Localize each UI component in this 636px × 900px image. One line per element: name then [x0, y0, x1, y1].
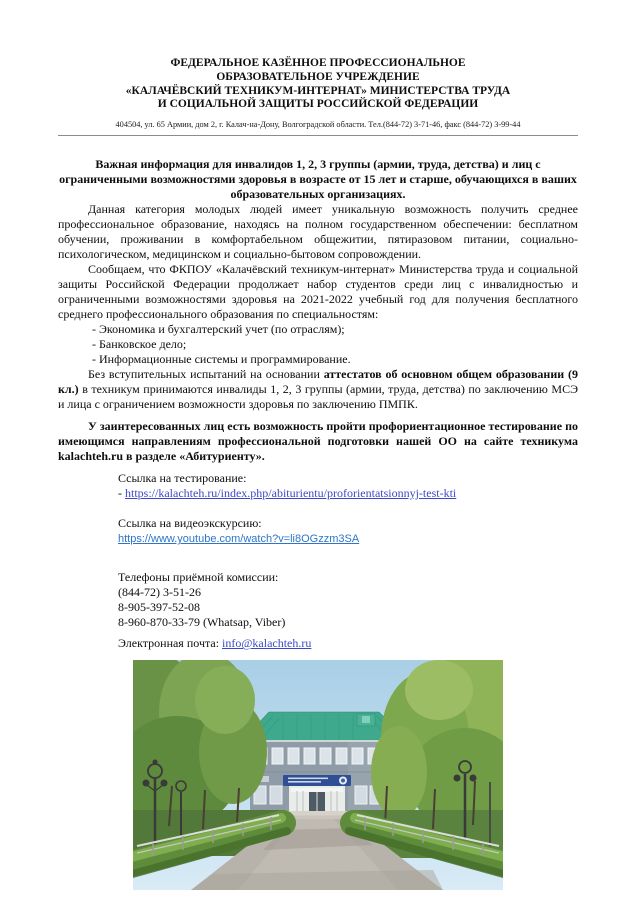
org-name — [58, 57, 578, 112]
test-link-line — [118, 486, 578, 501]
specialty-item-1: - Экономика и бухгалтерский учет (по отраслям); — [92, 322, 345, 337]
specialties-list — [92, 322, 578, 367]
specialty-item-3: - Информационные системы и программирование. — [92, 352, 351, 367]
links-and-contacts — [118, 471, 578, 651]
email-link[interactable]: info@kalachteh.ru — [222, 636, 312, 651]
paragraph-admission: Сообщаем, что ФКПОУ «Калачёвский техникум-интернат» Министерства труда и социальной защиты Российской Федерации продолжает набор студентов среди лиц с инвалидностью и ограниченными возможностями здоровья на 2021-2022 учебный год для получения бесплатного среднего профессионального образования по специальностям: — [58, 262, 578, 322]
header-divider — [58, 135, 578, 136]
test-link-label: Ссылка на тестирование: — [118, 471, 247, 486]
text-segment-start: Без вступительных испытаний на основании — [88, 367, 324, 382]
video-tour-link[interactable]: https://www.youtube.com/watch?v=li8OGzzm3SA — [118, 533, 360, 546]
phone-number-2: 8-905-397-52-08 — [118, 600, 200, 615]
org-name-line-3: «КАЛАЧЁВСКИЙ ТЕХНИКУМ-ИНТЕРНАТ» МИНИСТЕРСТВА ТРУДА — [125, 84, 511, 97]
notice-title: Важная информация для инвалидов 1, 2, 3 группы (армии, труда, детства) и лиц с ограниченными возможностями здоровья в возрасте от 15 лет и старше, обучающихся в ваших образовательных организациях. — [59, 157, 577, 202]
campus-photo — [133, 660, 503, 890]
specialty-item-2: - Банковское дело; — [92, 337, 187, 352]
paragraph-testing-info: У заинтересованных лиц есть возможность пройти профориентационное тестирование по имеющимся направлениям профессиональной подготовки нашей ОО на сайте техникума kalachteh.ru в разделе «Абитуриенту». — [58, 419, 578, 464]
text-segment-bold: аттестатов об основном общем образовании (9 кл.) — [58, 367, 578, 397]
email-line — [118, 636, 578, 651]
dash-prefix: - — [118, 486, 125, 501]
email-label: Электронная почта: — [118, 636, 223, 651]
campus-photo-illustration — [133, 660, 503, 890]
org-name-line-1: ФЕДЕРАЛЬНОЕ КАЗЁННОЕ ПРОФЕССИОНАЛЬНОЕ — [170, 57, 466, 69]
proforientation-test-link[interactable]: https://kalachteh.ru/index.php/abiturientu/proforientatsionnyj-test-kti — [125, 486, 457, 501]
sign-board — [283, 775, 351, 786]
org-address: 404504, ул. 65 Армии, дом 2, г. Калач-на-Дону, Волгоградской области. Тел.(844-72) 3-71-46, факс (844-72) 3-99-44 — [115, 120, 521, 130]
video-link-label: Ссылка на видеоэкскурсию: — [118, 516, 262, 531]
phone-number-3: 8-960-870-33-79 (Whatsap, Viber) — [118, 615, 286, 630]
video-link-line — [118, 531, 578, 547]
text-segment-end: в техникум принимаются инвалиды 1, 2, 3 группы (армии, труда, детства) по заключению МСЭ и лица с ограничением возможности здоровья по заключению ПМПК. — [58, 382, 578, 412]
org-name-line-4: И СОЦИАЛЬНОЙ ЗАЩИТЫ РОССИЙСКОЙ ФЕДЕРАЦИИ — [157, 98, 479, 111]
phones-label: Телефоны приёмной комиссии: — [118, 570, 279, 585]
phone-number-1: (844-72) 3-51-26 — [118, 585, 201, 600]
paragraph-benefits: Данная категория молодых людей имеет уникальную возможность получить среднее профессиональное образование, находясь на полном государственном обеспечении: бесплатном обучении, проживании в комфортабельном общежитии, пятиразовом питании, социально-психологическом, медицинском и социально-бытовом сопровождении. — [58, 202, 578, 262]
org-name-line-2: ОБРАЗОВАТЕЛЬНОЕ УЧРЕЖДЕНИЕ — [216, 70, 420, 83]
paragraph-no-exams — [58, 367, 578, 412]
